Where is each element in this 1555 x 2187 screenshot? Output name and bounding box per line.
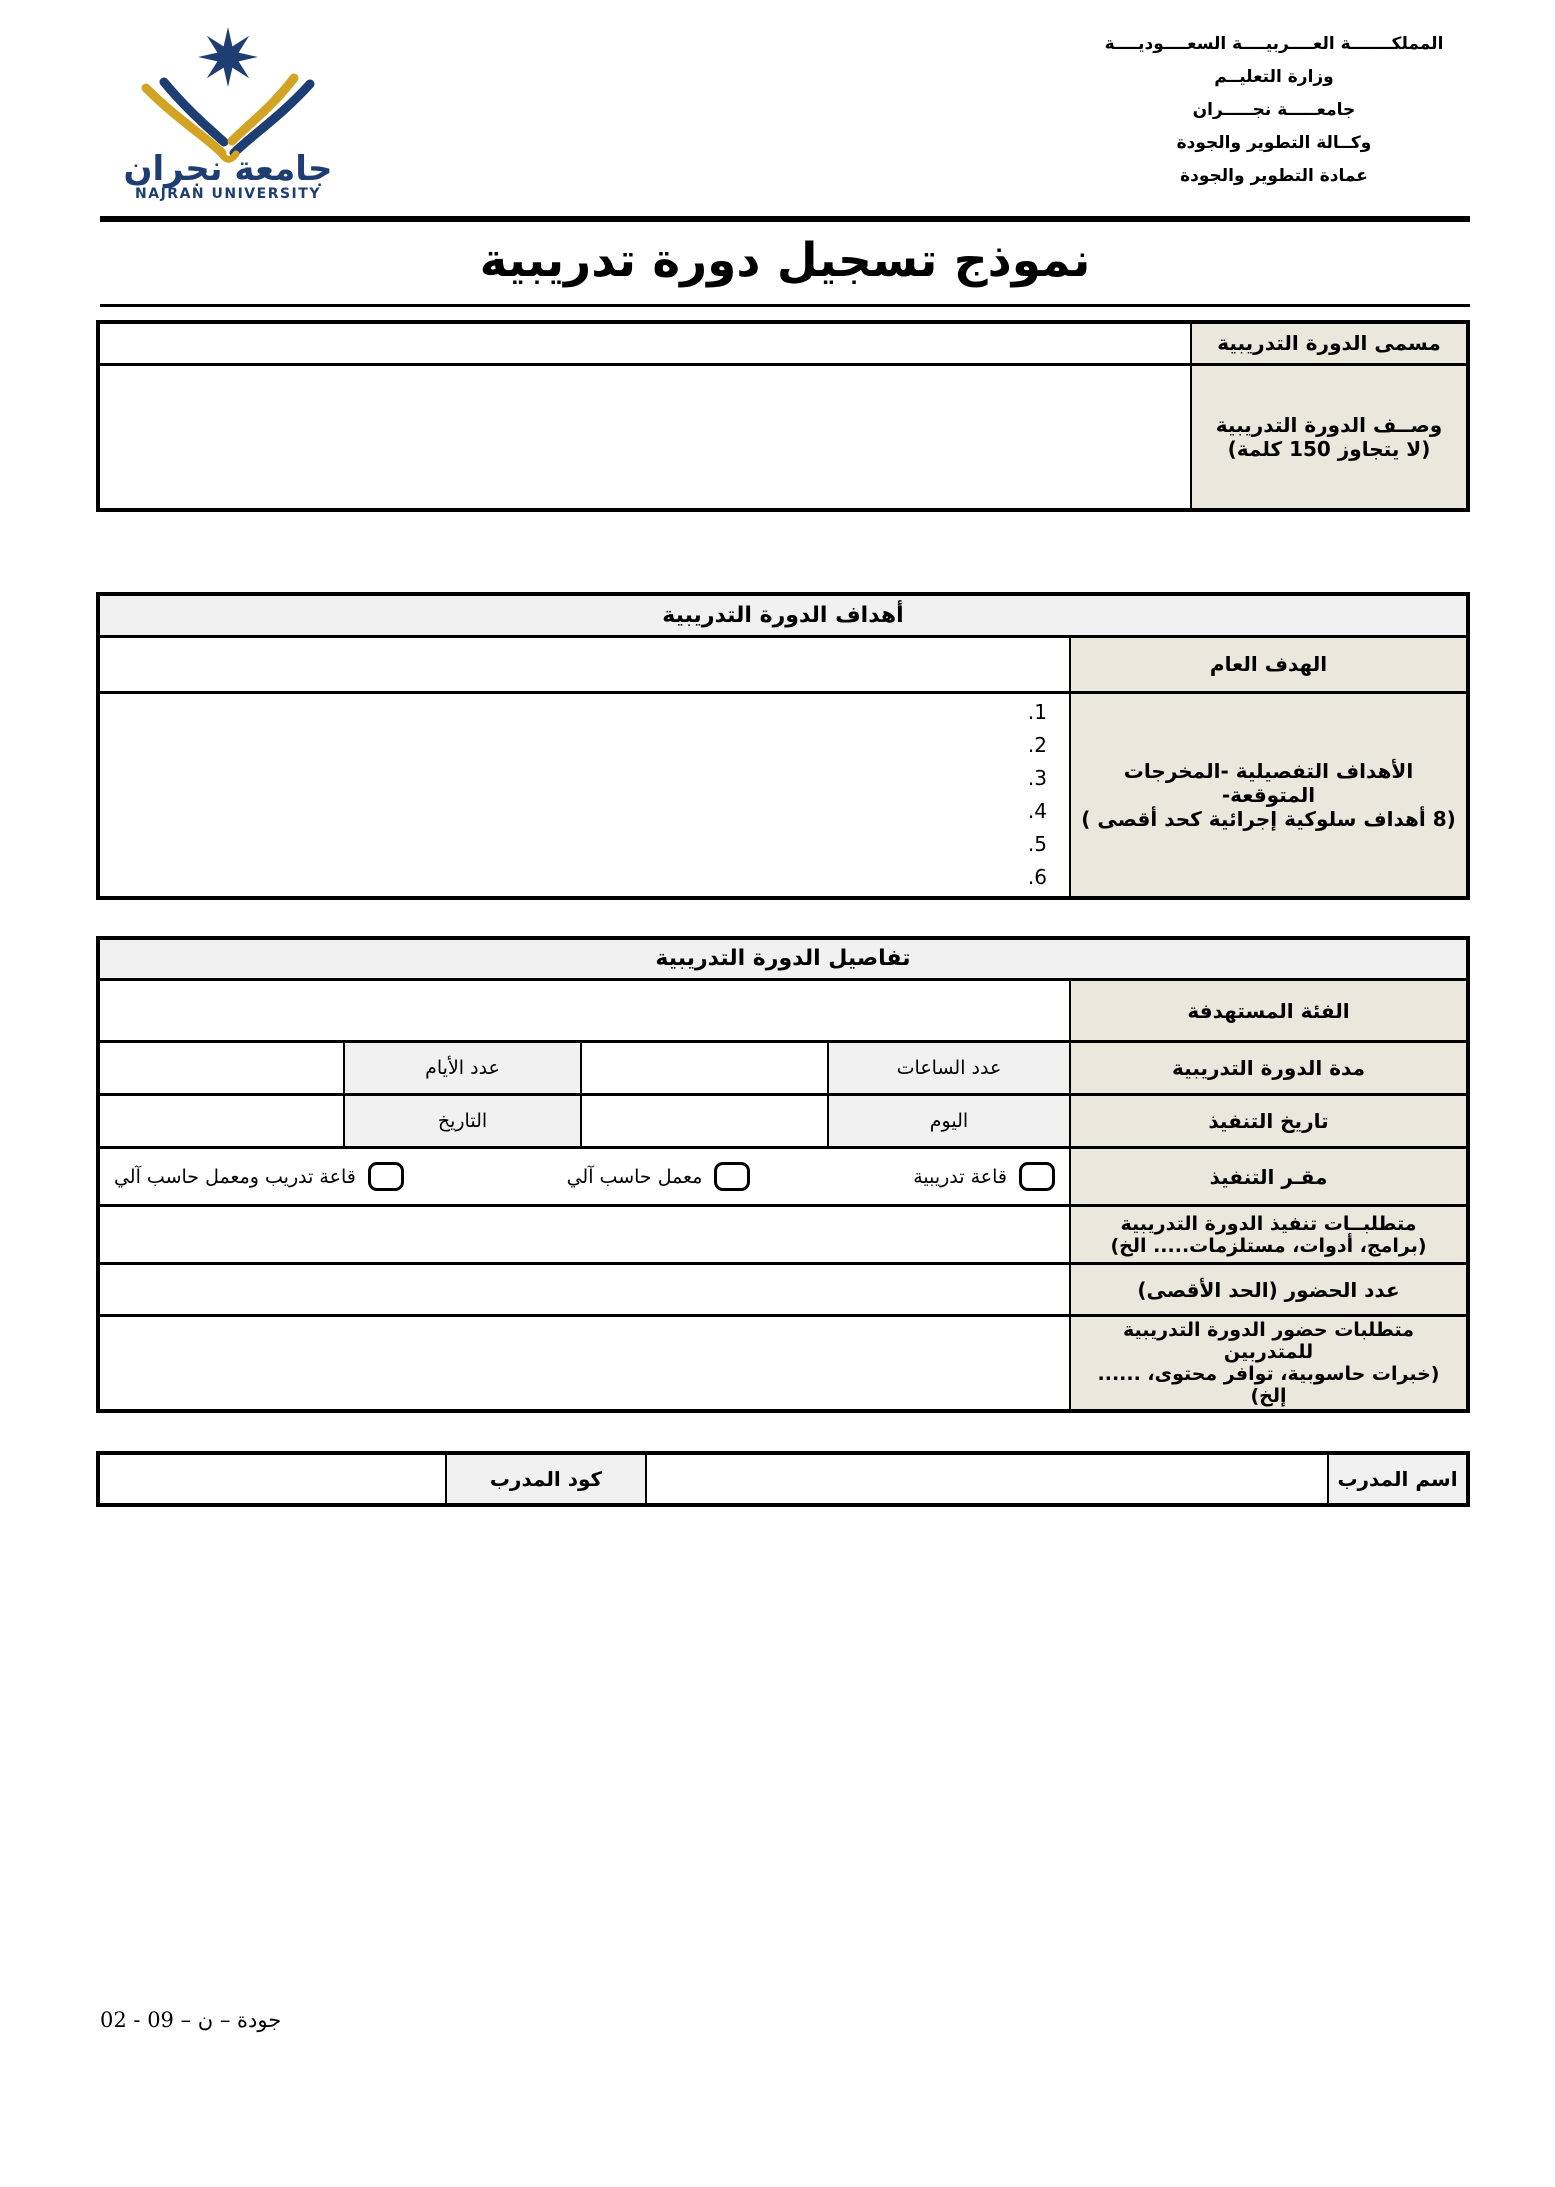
detailed-objectives-field[interactable] — [98, 692, 1070, 898]
date-label: التاريخ — [344, 1095, 581, 1148]
course-name-label: مسمى الدورة التدريبية — [1191, 322, 1468, 364]
attendance-field[interactable] — [98, 1264, 1070, 1316]
day-label: اليوم — [828, 1095, 1070, 1148]
objective-item-1[interactable]: 1. — [1027, 699, 1047, 724]
details-section-header: تفاصيل الدورة التدريبية — [98, 938, 1468, 980]
exec-date-label: تاريخ التنفيذ — [1070, 1095, 1468, 1148]
course-details-table — [96, 936, 1470, 1414]
attendance-label: عدد الحضور (الحد الأقصى) — [1070, 1264, 1468, 1316]
course-name-field[interactable] — [98, 322, 1191, 364]
venue-option-hall-and-lab — [114, 1162, 404, 1191]
org-line-deanship: عمادة التطوير والجودة — [1180, 166, 1368, 186]
course-info-table — [96, 320, 1470, 512]
logo-arabic-name: جامعة نجران — [123, 149, 333, 189]
general-objective-label: الهدف العام — [1070, 636, 1468, 692]
table-row — [98, 938, 1468, 980]
venue-options-cell — [98, 1148, 1070, 1206]
course-description-field[interactable] — [98, 364, 1191, 510]
trainer-table — [96, 1451, 1470, 1507]
table-row — [98, 1042, 1468, 1095]
table-row — [98, 636, 1468, 692]
venue-option-training-hall — [913, 1162, 1055, 1191]
trainer-code-field[interactable] — [98, 1453, 446, 1505]
table-row — [98, 1206, 1468, 1264]
implementation-requirements-field[interactable] — [98, 1206, 1070, 1264]
table-row — [98, 594, 1468, 636]
table-row — [98, 322, 1468, 364]
page-header — [100, 0, 1470, 216]
org-line-country: المملكـــــــة العــــربيــــة السعــــوديــــة — [1104, 34, 1444, 54]
objectives-table — [96, 592, 1470, 900]
table-row — [98, 980, 1468, 1042]
table-row — [98, 1453, 1468, 1505]
day-field[interactable] — [581, 1095, 828, 1148]
trainer-name-field[interactable] — [646, 1453, 1328, 1505]
hall-and-lab-checkbox[interactable] — [368, 1162, 404, 1191]
days-field[interactable] — [98, 1042, 344, 1095]
objective-item-3[interactable]: 3. — [1027, 765, 1047, 790]
najran-university-logo — [118, 24, 338, 202]
date-field[interactable] — [98, 1095, 344, 1148]
table-row — [98, 1316, 1468, 1412]
course-description-label: وصــف الدورة التدريبية (لا يتجاوز 150 كلمة) — [1191, 364, 1468, 510]
logo-english-name: NAJRAN UNIVERSITY — [135, 186, 321, 202]
trainer-name-label: اسم المدرب — [1328, 1453, 1468, 1505]
trainee-prerequisites-field[interactable] — [98, 1316, 1070, 1412]
venue-label: مقـر التنفيذ — [1070, 1148, 1468, 1206]
org-line-vice-presidency: وكــالة التطوير والجودة — [1176, 133, 1372, 153]
org-line-ministry: وزارة التعليــم — [1214, 67, 1334, 87]
training-hall-checkbox[interactable] — [1019, 1162, 1055, 1191]
org-line-university: جامعـــــة نجـــــران — [1192, 100, 1356, 120]
objectives-section-header: أهداف الدورة التدريبية — [98, 594, 1468, 636]
table-row — [98, 364, 1468, 510]
page-title: نموذج تسجيل دورة تدريبية — [479, 233, 1091, 288]
computer-lab-checkbox[interactable] — [714, 1162, 750, 1191]
venue-option-label: قاعة تدريبية — [913, 1165, 1007, 1188]
title-rule-bottom — [100, 304, 1470, 307]
general-objective-field[interactable] — [98, 636, 1070, 692]
target-group-field[interactable] — [98, 980, 1070, 1042]
table-row — [98, 692, 1468, 898]
table-row — [98, 1095, 1468, 1148]
venue-option-computer-lab — [567, 1162, 751, 1191]
objective-item-6[interactable]: 6. — [1027, 864, 1047, 889]
duration-label: مدة الدورة التدريبية — [1070, 1042, 1468, 1095]
org-header-block — [1084, 28, 1464, 193]
target-group-label: الفئة المستهدفة — [1070, 980, 1468, 1042]
table-row — [98, 1264, 1468, 1316]
venue-options-row — [114, 1162, 1055, 1191]
university-logo-icon — [118, 24, 338, 202]
objective-item-5[interactable]: 5. — [1027, 831, 1047, 856]
trainer-code-label: كود المدرب — [446, 1453, 646, 1505]
venue-option-label: معمل حاسب آلي — [566, 1165, 703, 1188]
trainee-prerequisites-label: متطلبات حضور الدورة التدريبية للمتدربين (خبرات حاسوبية، توافر محتوى، ...... إلخ) — [1070, 1316, 1468, 1412]
venue-option-label: قاعة تدريب ومعمل حاسب آلي — [113, 1165, 356, 1188]
objective-item-4[interactable]: 4. — [1027, 798, 1047, 823]
table-row — [98, 1148, 1468, 1206]
days-label: عدد الأيام — [344, 1042, 581, 1095]
star-icon — [198, 27, 258, 87]
hours-field[interactable] — [581, 1042, 828, 1095]
form-page — [100, 0, 1470, 1507]
objective-item-2[interactable]: 2. — [1027, 732, 1047, 757]
detailed-objectives-label: الأهداف التفصيلية -المخرجات المتوقعة- (8 أهداف سلوكية إجرائية كحد أقصى ) — [1070, 692, 1468, 898]
hours-label: عدد الساعات — [828, 1042, 1070, 1095]
implementation-requirements-label: متطلبــات تنفيذ الدورة التدريبية (برامج، أدوات، مستلزمات..... الخ) — [1070, 1206, 1468, 1264]
document-code: جودة – ن – 09 - 02 — [100, 2008, 282, 2032]
